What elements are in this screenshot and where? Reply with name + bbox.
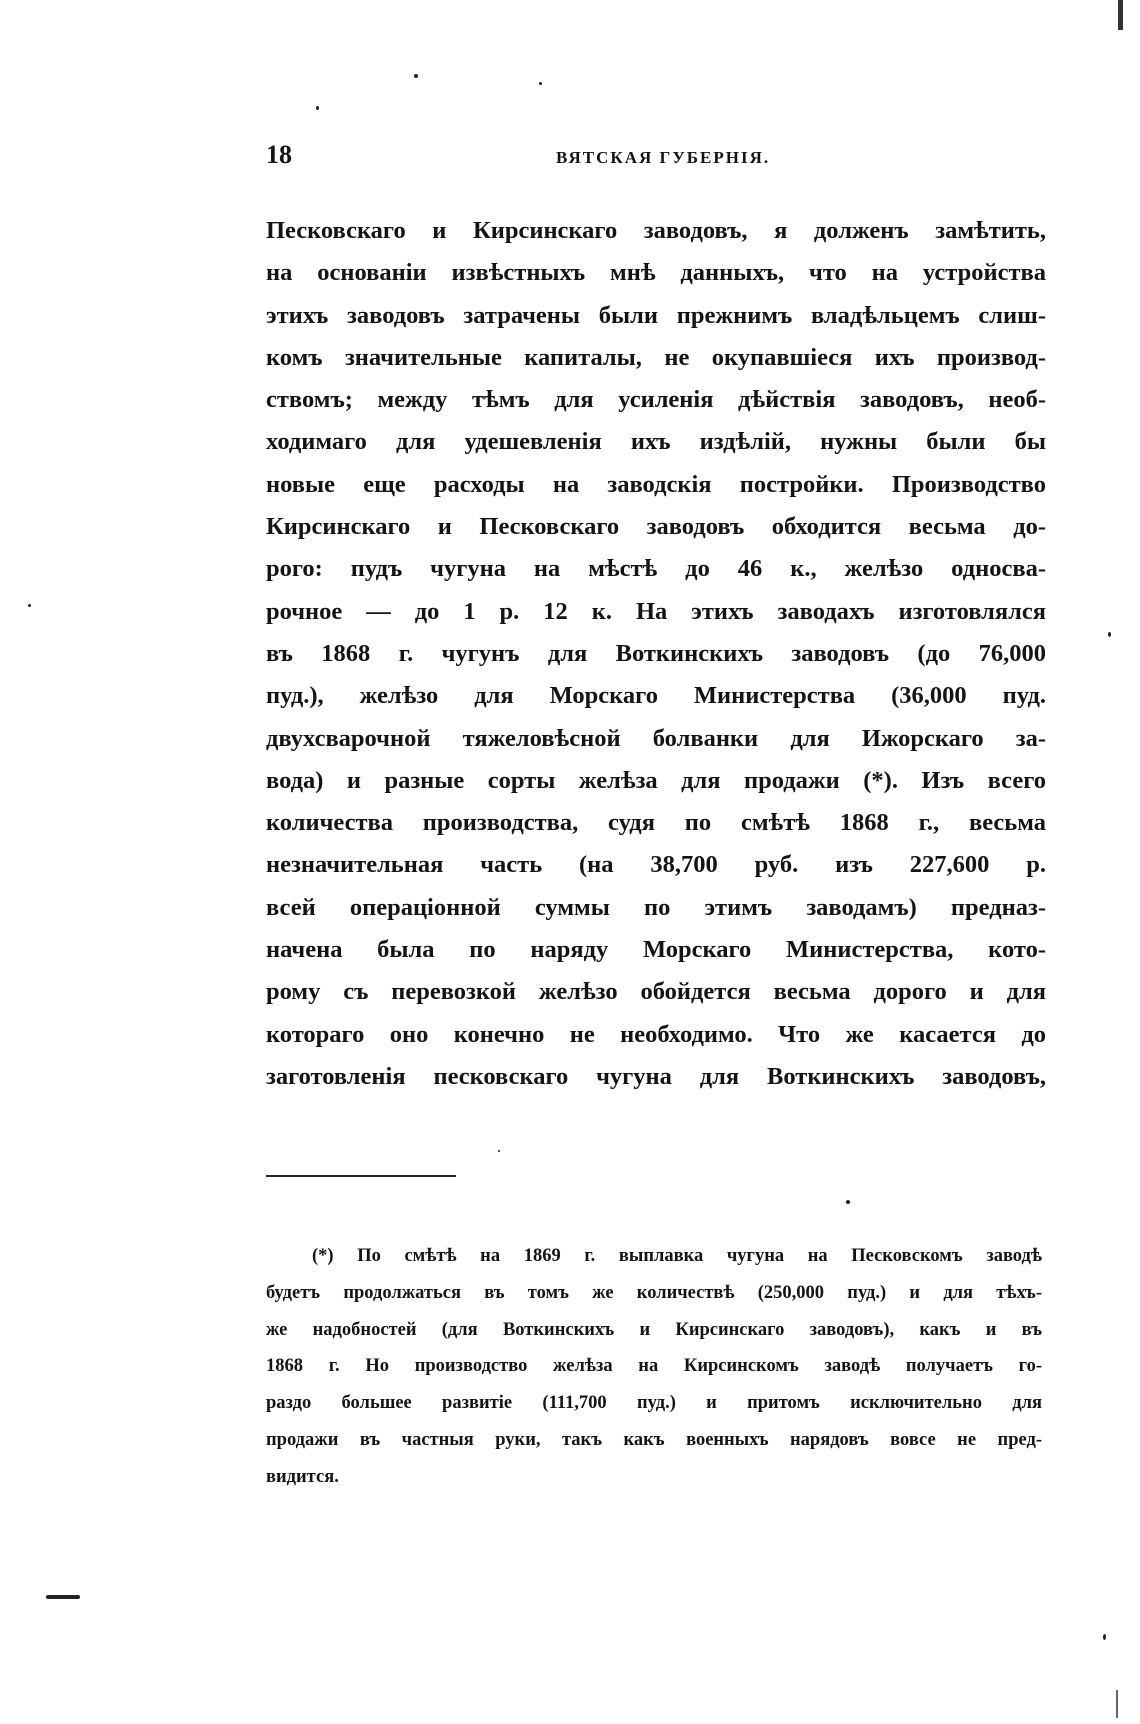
body-line: рого: пудъ чугуна на мѣстѣ до 46 к., желѣзо односва-	[266, 555, 1046, 583]
body-line: ходимаго для удешевленія ихъ издѣлій, нужны были бы	[266, 428, 1046, 456]
scan-mark	[1116, 1690, 1118, 1718]
body-line: ствомъ; между тѣмъ для усиленія дѣйствія заводовъ, необ-	[266, 386, 1046, 414]
body-line: Песковскаго и Кирсинскаго заводовъ, я долженъ замѣтить,	[266, 217, 1046, 244]
scan-speck	[28, 604, 31, 607]
body-line: Кирсинскаго и Песковскаго заводовъ обходится весьма до-	[266, 513, 1046, 541]
body-line: рому съ перевозкой желѣзо обойдется весьма дорого и для	[266, 978, 1046, 1006]
body-line: вода) и разные сорты желѣза для продажи (*). Изъ всего	[266, 766, 1046, 794]
scan-speck	[498, 1150, 500, 1152]
scan-speck	[1103, 1634, 1106, 1640]
footnote-line: раздо большее развитіе (111,700 пуд.) и притомъ исключительно для	[266, 1393, 1042, 1414]
body-line: незначительная часть (на 38,700 руб. изъ 227,600 р.	[266, 851, 1046, 879]
page-number: 18	[266, 140, 292, 169]
scan-speck	[1108, 632, 1111, 637]
body-line: на основаніи извѣстныхъ мнѣ данныхъ, что на устройства	[266, 259, 1046, 287]
scan-mark	[46, 1595, 80, 1599]
footnote-line: же надобностей (для Воткинскихъ и Кирсинскаго заводовъ), какъ и въ	[266, 1319, 1042, 1340]
scan-speck	[846, 1200, 850, 1204]
footnote-line: продажи въ частныя руки, такъ какъ военныхъ нарядовъ вовсе не пред-	[266, 1429, 1042, 1450]
body-line: пуд.), желѣзо для Морскаго Министерства (36,000 пуд.	[266, 682, 1046, 710]
body-text	[266, 210, 1046, 1098]
body-line: рочное — до 1 р. 12 к. На этихъ заводахъ изготовлялся	[266, 597, 1046, 625]
footnote-line: (*) По смѣтѣ на 1869 г. выплавка чугуна на Песковскомъ заводѣ	[312, 1246, 1042, 1266]
body-line: всей операціонной суммы по этимъ заводамъ) предназ-	[266, 893, 1046, 921]
body-line: новые еще расходы на заводскія постройки. Производство	[266, 470, 1046, 498]
scan-speck	[539, 82, 542, 85]
footnote-separator	[266, 1175, 456, 1177]
body-line: начена была по наряду Морскаго Министерства, кото-	[266, 936, 1046, 964]
body-line: комъ значительные капиталы, не окупавшіеся ихъ производ-	[266, 343, 1046, 371]
footnote-line: видится.	[266, 1466, 339, 1487]
page-header	[266, 140, 1046, 180]
scan-speck	[316, 106, 319, 110]
footnote-line: будетъ продолжаться въ томъ же количествѣ (250,000 пуд.) и для тѣхъ-	[266, 1282, 1042, 1303]
running-head: ВЯТСКАЯ ГУБЕРНІЯ.	[556, 148, 771, 167]
body-line: количества производства, судя по смѣтѣ 1868 г., весьма	[266, 809, 1046, 837]
footnote-line: 1868 г. Но производство желѣза на Кирсинскомъ заводѣ получаетъ го-	[266, 1356, 1042, 1377]
body-line: заготовленія песковскаго чугуна для Воткинскихъ заводовъ,	[266, 1062, 1046, 1090]
body-line: въ 1868 г. чугунъ для Воткинскихъ заводовъ (до 76,000	[266, 639, 1046, 667]
scan-speck	[414, 74, 418, 78]
body-line: котораго оно конечно не необходимо. Что же касается до	[266, 1020, 1046, 1048]
body-line: этихъ заводовъ затрачены были прежнимъ владѣльцемъ слиш-	[266, 301, 1046, 329]
body-line: двухсварочной тяжеловѣсной болванки для Ижорскаго за-	[266, 724, 1046, 752]
footnote	[266, 1238, 1042, 1496]
scan-mark	[1118, 0, 1123, 30]
